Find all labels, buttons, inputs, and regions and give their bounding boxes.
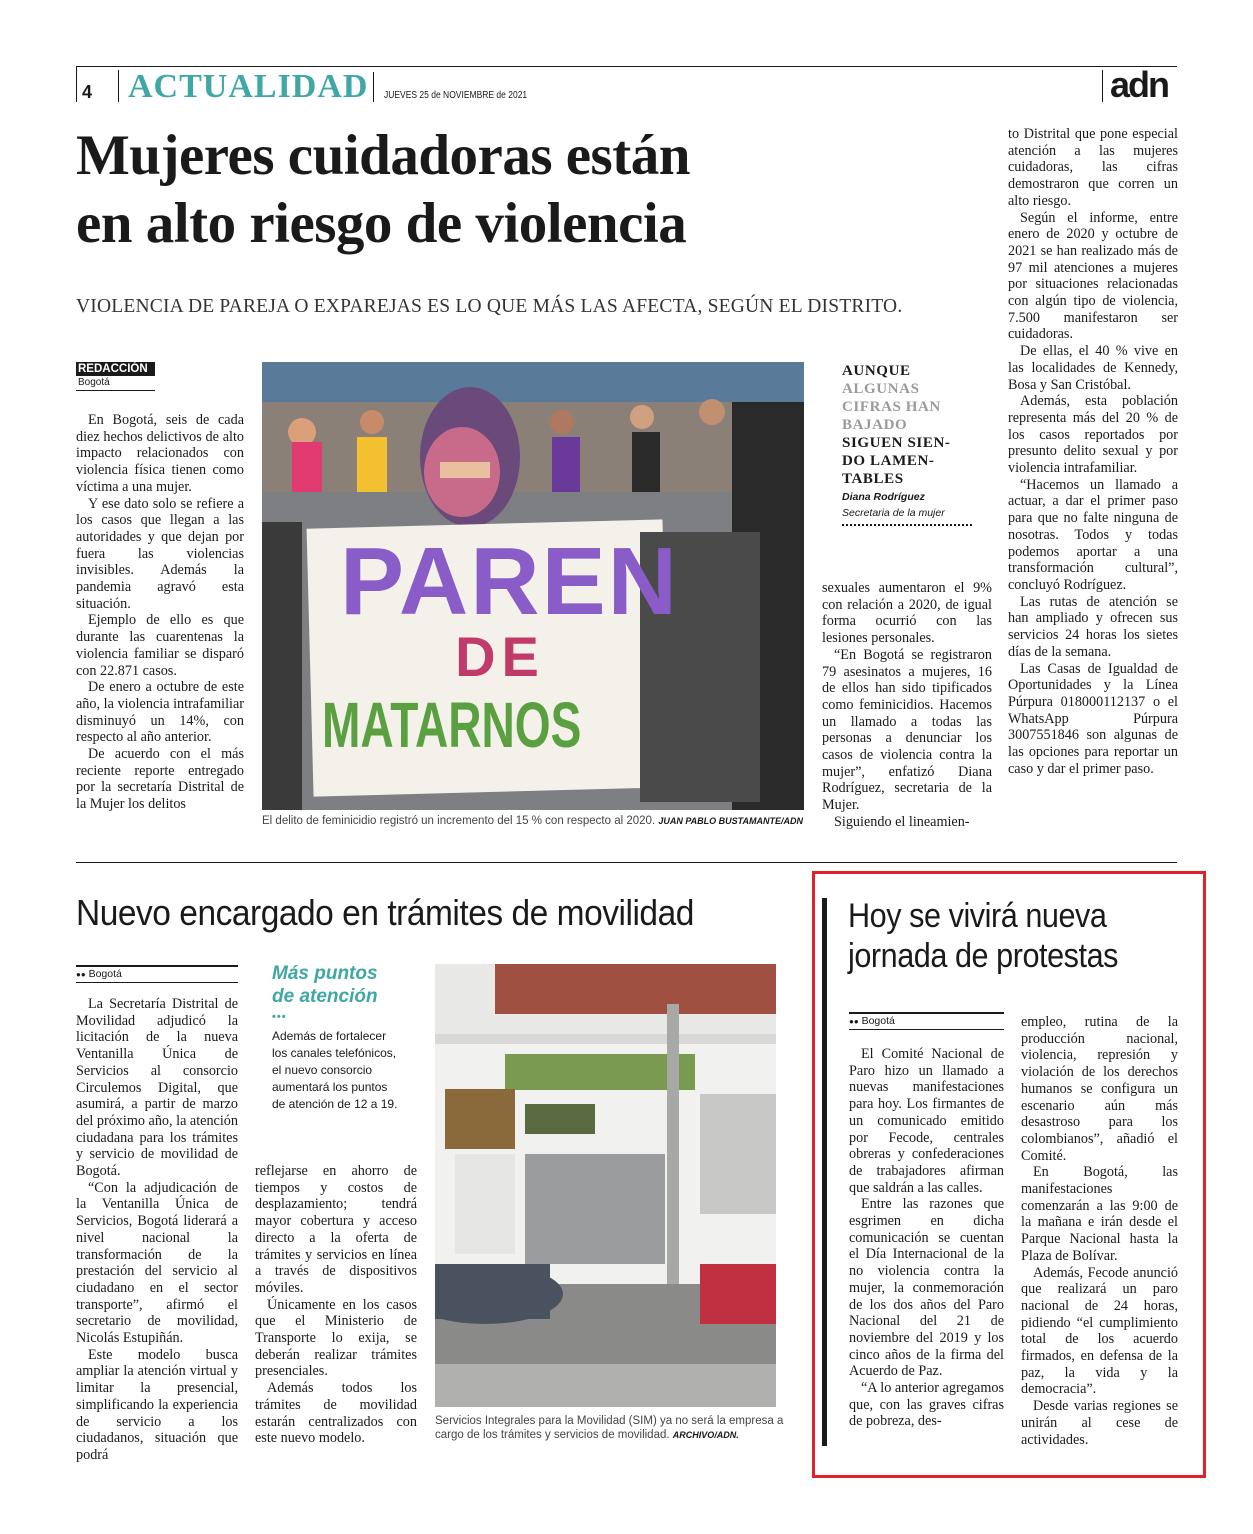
issue-date: JUEVES 25 de NOVIEMBRE de 2021 bbox=[384, 90, 528, 101]
paragraph: reflejarse en ahorro de tiempos y costos de desplazamiento; tendrá mayor cobertura y acceso directo a la oferta de trámites y servicios en línea a través de dispositivos móviles. bbox=[255, 1163, 417, 1296]
caption-text: Servicios Integrales para la Movilidad (SIM) ya no será la empresa a cargo de los trámites y servicios de movilidad. bbox=[435, 1415, 784, 1441]
main-subtitle: VIOLENCIA DE PAREJA O EXPAREJAS ES LO QUE MÁS LAS AFECTA, SEGÚN EL DISTRITO. bbox=[76, 296, 903, 317]
paragraph: Y ese dato solo se refiere a los casos que llegan a las autoridades y que dejan por fuera las violencias invisibles. Además la pandemia agravó esta situación. bbox=[76, 495, 244, 612]
adn-logo: adn bbox=[1110, 64, 1169, 105]
byline-place: Bogotá bbox=[76, 376, 155, 391]
quote-line: ALGUNAS bbox=[842, 381, 920, 397]
sidebar-title bbox=[272, 962, 378, 1008]
article3-col1 bbox=[849, 1046, 1004, 1430]
photo-credit: JUAN PABLO BUSTAMANTE/ADN bbox=[658, 816, 804, 826]
paragraph: Además, esta población representa más del 20 % de los casos reportados por presunto delito sexual y por violencia intrafamiliar. bbox=[1008, 393, 1178, 477]
paragraph: Desde varias regiones se unirán al cese de actividades. bbox=[1021, 1398, 1178, 1448]
building-photo-caption bbox=[435, 1414, 785, 1442]
article2-byline: ●● Bogotá bbox=[76, 965, 238, 983]
building-photo-illustration bbox=[435, 964, 776, 1407]
article3-col2 bbox=[1021, 1014, 1178, 1448]
main-photo-caption bbox=[262, 814, 804, 828]
header-divider-3 bbox=[1102, 70, 1103, 102]
main-headline bbox=[76, 122, 690, 258]
quote-line: SIGUEN SIEN- bbox=[842, 435, 951, 451]
section-divider bbox=[76, 862, 1177, 863]
main-headline-line1: Mujeres cuidadoras están bbox=[76, 124, 690, 187]
header-top-rule bbox=[76, 66, 1177, 67]
paragraph: Ejemplo de ello es que durante las cuarentenas la violencia familiar se disparó con 22.871 casos. bbox=[76, 612, 244, 679]
byline-place: Bogotá bbox=[861, 1015, 895, 1027]
paragraph: Siguiendo el lineamien- bbox=[834, 813, 970, 830]
article3-headline-line1: Hoy se vivirá nueva bbox=[848, 897, 1107, 935]
sidebar-text: Además de fortalecer los canales telefónicos, el nuevo consorcio aumentará los puntos de atención de 12 a 19. bbox=[272, 1029, 398, 1111]
quote-dotted-rule bbox=[842, 524, 972, 526]
paragraph: En Bogotá, seis de cada diez hechos delictivos de alto impacto relacionados con violencia física tienen como víctima a una mujer. bbox=[76, 412, 244, 495]
sign-text-line2: DE bbox=[455, 625, 545, 688]
paragraph: Entre las razones que esgrimen en dicha comunicación se cuentan el Día Internacional de la no violencia contra la mujer, la conmemoración de los dos años del Paro Nacional del 21 de noviembre del 2019 y los cinco años de la firma del Acuerdo de Paz. bbox=[849, 1196, 1004, 1380]
sidebar-title-line1: Más puntos bbox=[272, 963, 378, 984]
paragraph: De ellas, el 40 % vive en las localidades de Kennedy, Bosa y San Cristóbal. bbox=[1008, 343, 1178, 393]
paragraph: De acuerdo con el más reciente reporte entregado por la secretaría Distrital de la Mujer los delitos bbox=[76, 746, 244, 813]
byline-author: REDACCIÓN bbox=[76, 362, 155, 376]
paragraph: De enero a octubre de este año, la violencia intrafamiliar disminuyó un 14%, con respecto al año anterior. bbox=[76, 679, 244, 746]
paragraph: empleo, rutina de la producción nacional, violencia, represión y violación de los derechos humanos se configura un escenario aún más desastroso para los colombianos”, añadió el Comité. bbox=[1021, 1014, 1178, 1164]
main-col3 bbox=[822, 580, 992, 831]
paragraph: Las Casas de Igualdad de Oportunidades y la Línea Púrpura 018000112137 o el WhatsApp Púrpura 3007551846 son algunas de las opciones para reportar un caso y dar el primer paso. bbox=[1008, 660, 1178, 777]
paragraph: Las rutas de atención se han ampliado y ofrecen sus servicios 24 horas los sietes días de la semana. bbox=[1008, 593, 1178, 660]
sign-text-line3: MATARNOS bbox=[322, 689, 582, 761]
building-photo bbox=[435, 964, 776, 1407]
paragraph: Según el informe, entre enero de 2020 y octubre de 2021 se han realizado más de 97 mil atenciones a mujeres por situaciones relacionadas con algún tipo de violencia, 7.500 manifestaron ser cuidadoras. bbox=[1008, 209, 1178, 343]
paragraph: Este modelo busca ampliar la atención virtual y limitar la presencial, simplificando la experiencia de servicio a los ciudadanos, situación que podrá bbox=[76, 1346, 238, 1463]
paragraph: “Con la adjudicación de la Ventanilla Única de Servicios, Bogotá liderará a nivel nacional la transformación de la prestación del servicio al ciudadano en el sector transporte”, afirmó el secretario de movilidad, Nicolás Estupiñán. bbox=[76, 1179, 238, 1347]
article3-byline: ●● Bogotá bbox=[849, 1012, 1004, 1030]
main-col4 bbox=[1008, 126, 1178, 777]
paragraph: La Secretaría Distrital de Movilidad adjudicó la licitación de la nueva Ventanilla Única de Servicios al consorcio Circulemos Digital, que asumirá, a partir de marzo del próximo año, la atención ciudadana para los trámites y servicio de movilidad de Bogotá. bbox=[76, 996, 238, 1180]
article2-col1 bbox=[76, 996, 238, 1464]
paragraph: sexuales aumentaron el 9% con relación a 2020, de igual forma ocurrió con las lesiones personales. bbox=[822, 580, 992, 647]
quote-line: BAJADO bbox=[842, 417, 908, 433]
paragraph: to Distrital que pone especial atención a las mujeres cuidadoras, las cifras demostraron que corren un alto riesgo. bbox=[1008, 126, 1178, 209]
sidebar-title-line2: de atención bbox=[272, 986, 378, 1007]
paragraph: “En Bogotá se registraron 79 asesinatos a mujeres, 16 de ellos han sido tipificados como feminicidios. Hacemos un llamado a todas las personas a denunciar los casos de violencia contra la mujer”, enfatizó Diana Rodríguez, secretaria de la Mujer. bbox=[822, 646, 992, 814]
sidebar-dots: ••• bbox=[272, 1011, 287, 1023]
article2-col2 bbox=[255, 1163, 417, 1447]
quote-line: TABLES bbox=[842, 471, 904, 487]
article2-headline: Nuevo encargado en trámites de movilidad bbox=[76, 892, 694, 933]
header-divider bbox=[118, 70, 119, 102]
paragraph: “A lo anterior agregamos que, con las graves cifras de pobreza, des- bbox=[849, 1380, 1005, 1430]
page-number: 4 bbox=[82, 82, 93, 102]
quote-line: AUNQUE bbox=[842, 363, 911, 379]
article3-headline bbox=[848, 896, 1118, 976]
sign-text-line1: PAREN bbox=[340, 528, 679, 635]
article3-side-bar bbox=[822, 898, 827, 1446]
article3-headline-line2: jornada de protestas bbox=[848, 937, 1118, 975]
photo-credit: ARCHIVO/ADN. bbox=[672, 1430, 739, 1440]
quote-author: Diana Rodríguez bbox=[842, 491, 925, 503]
quote-line: CIFRAS HAN bbox=[842, 399, 941, 415]
paragraph: Únicamente en los casos que el Ministerio de Transporte lo exija, se deberán realizar trámites presenciales. bbox=[255, 1296, 417, 1380]
section-title: ACTUALIDAD bbox=[128, 68, 369, 105]
byline-place: Bogotá bbox=[88, 968, 122, 980]
pull-quote bbox=[842, 362, 977, 488]
quote-line: DO LAMEN- bbox=[842, 453, 935, 469]
quote-role: Secretaria de la mujer bbox=[842, 507, 945, 519]
paragraph: Además todos los trámites de movilidad estarán centralizados con este nuevo modelo. bbox=[255, 1380, 417, 1447]
paragraph: Además, Fecode anunció que realizará un paro nacional de 24 horas, pidiendo “el cumplimiento total de los acuerdo firmados, en defensa de la paz, la vida y la democracia”. bbox=[1021, 1264, 1178, 1398]
paragraph: “Hacemos un llamado a actuar, a dar el primer paso para que no falte ninguna de nosotras. Todos y todas podemos aportar a una transformación cultural”, concluyó Rodríguez. bbox=[1008, 476, 1178, 593]
main-byline bbox=[76, 362, 155, 391]
caption-text: El delito de feminicidio registró un incremento del 15 % con respecto al 2020. bbox=[262, 815, 656, 827]
header-divider-2 bbox=[373, 72, 374, 102]
paragraph: En Bogotá, las manifestaciones comenzarán a las 9:00 de la mañana e irán desde el Parque Nacional hasta la Plaza de Bolívar. bbox=[1021, 1164, 1178, 1264]
main-headline-line2: en alto riesgo de violencia bbox=[76, 192, 687, 255]
main-col1 bbox=[76, 412, 244, 813]
paragraph: El Comité Nacional de Paro hizo un llamado a nuevas manifestaciones para hoy. Los firmantes de un comunicado emitido por Fecode, centrales obreras y confederaciones de trabajadores afirman que saldrán a las calles. bbox=[849, 1046, 1004, 1196]
header-left-rule bbox=[76, 66, 77, 102]
protest-photo bbox=[262, 362, 804, 810]
